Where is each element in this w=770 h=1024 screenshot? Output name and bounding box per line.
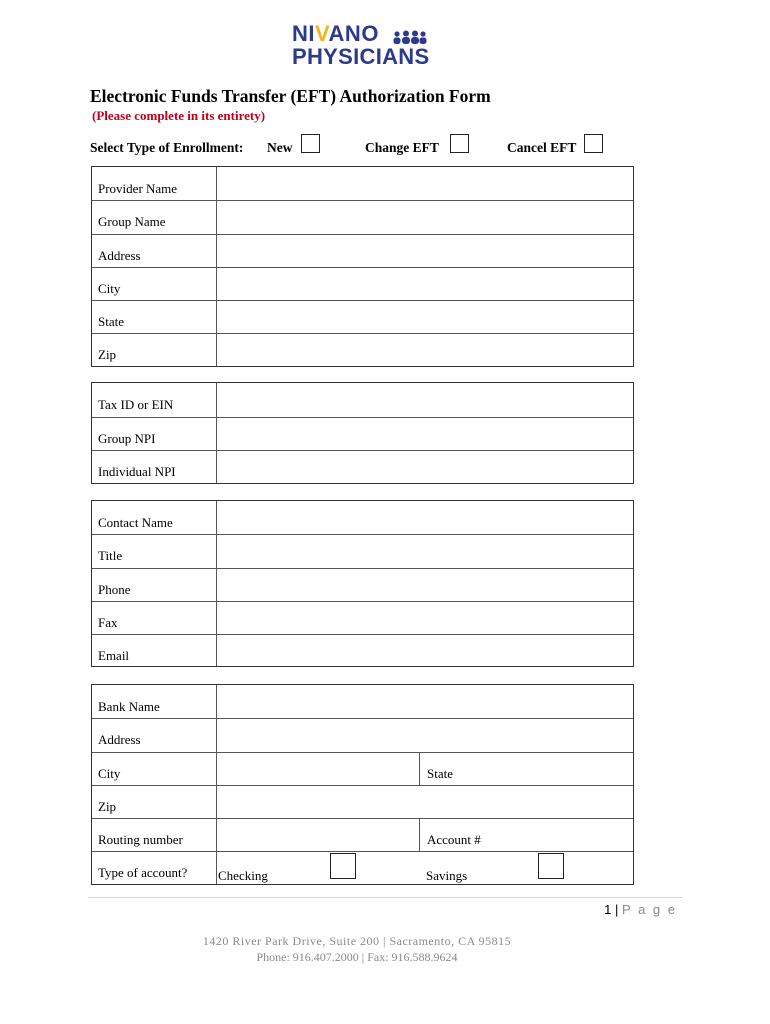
savings-label: Savings (426, 868, 468, 883)
fax-row[interactable] (92, 601, 633, 634)
page-number: 1 | P a g e (604, 902, 677, 917)
cancel-eft-checkbox[interactable] (584, 134, 603, 153)
email-row[interactable] (92, 634, 633, 667)
field-label: Fax (98, 615, 118, 630)
field-label: Provider Name (98, 181, 178, 196)
bank-city-state-row[interactable] (92, 752, 633, 785)
contact-table (91, 500, 634, 667)
bank-zip-row[interactable] (92, 785, 633, 818)
field-label: Address (98, 248, 141, 263)
group-name-row[interactable] (92, 200, 633, 233)
enrollment-label: Select Type of Enrollment: (90, 140, 244, 155)
field-label: City (98, 281, 121, 296)
footer-divider (88, 897, 682, 898)
change-eft-label: Change EFT (365, 140, 439, 155)
new-checkbox[interactable] (301, 134, 320, 153)
logo-wordmark-bottom: PHYSICIANS (292, 44, 430, 69)
routing-account-row[interactable] (92, 818, 633, 851)
cancel-eft-label: Cancel EFT (507, 140, 577, 155)
page-subtitle: (Please complete in its entirety) (92, 108, 266, 123)
field-label: Type of account? (98, 865, 188, 880)
bank-address-row[interactable] (92, 718, 633, 751)
column-divider (419, 819, 420, 851)
state-row[interactable] (92, 300, 633, 333)
field-label: Account # (427, 832, 481, 847)
nivano-logo (292, 22, 442, 72)
footer-address: 1420 River Park Drive, Suite 200 | Sacramento, CA 95815 (202, 934, 512, 948)
checking-label: Checking (218, 868, 268, 883)
checking-checkbox[interactable] (330, 853, 356, 879)
phone-row[interactable] (92, 568, 633, 601)
field-label: City (98, 766, 121, 781)
group-npi-row[interactable] (92, 417, 633, 450)
field-label: Bank Name (98, 699, 160, 714)
address-row[interactable] (92, 234, 633, 267)
provider-name-row[interactable] (92, 167, 633, 200)
field-label: Contact Name (98, 515, 173, 530)
savings-checkbox[interactable] (538, 853, 564, 879)
field-label: Individual NPI (98, 464, 176, 479)
title-row[interactable] (92, 534, 633, 567)
bank-name-row[interactable] (92, 685, 633, 718)
identifiers-table (91, 382, 634, 484)
field-label: Email (98, 648, 130, 663)
field-label: Routing number (98, 832, 183, 847)
logo-wordmark-top: NIVANO (292, 21, 379, 46)
group-people-icon (392, 30, 428, 44)
page-title: Electronic Funds Transfer (EFT) Authorization Form (90, 86, 491, 106)
new-label: New (267, 140, 293, 155)
field-label: Group NPI (98, 431, 156, 446)
individual-npi-row[interactable] (92, 450, 633, 483)
tax-id-row[interactable] (92, 383, 633, 416)
account-type-row (92, 851, 633, 886)
field-label: Address (98, 732, 141, 747)
field-label: Zip (98, 799, 117, 814)
field-label: Group Name (98, 214, 166, 229)
bank-table (91, 684, 634, 885)
field-label: Phone (98, 582, 131, 597)
zip-row[interactable] (92, 333, 633, 366)
field-label: Zip (98, 347, 117, 362)
change-eft-checkbox[interactable] (450, 134, 469, 153)
field-label: State (427, 766, 453, 781)
field-label: State (98, 314, 124, 329)
column-divider (419, 753, 420, 785)
field-label: Tax ID or EIN (98, 397, 174, 412)
city-row[interactable] (92, 267, 633, 300)
contact-name-row[interactable] (92, 501, 633, 534)
provider-info-table (91, 166, 634, 367)
footer-phone: Phone: 916.407.2000 | Fax: 916.588.9624 (256, 950, 458, 964)
field-label: Title (98, 548, 123, 563)
